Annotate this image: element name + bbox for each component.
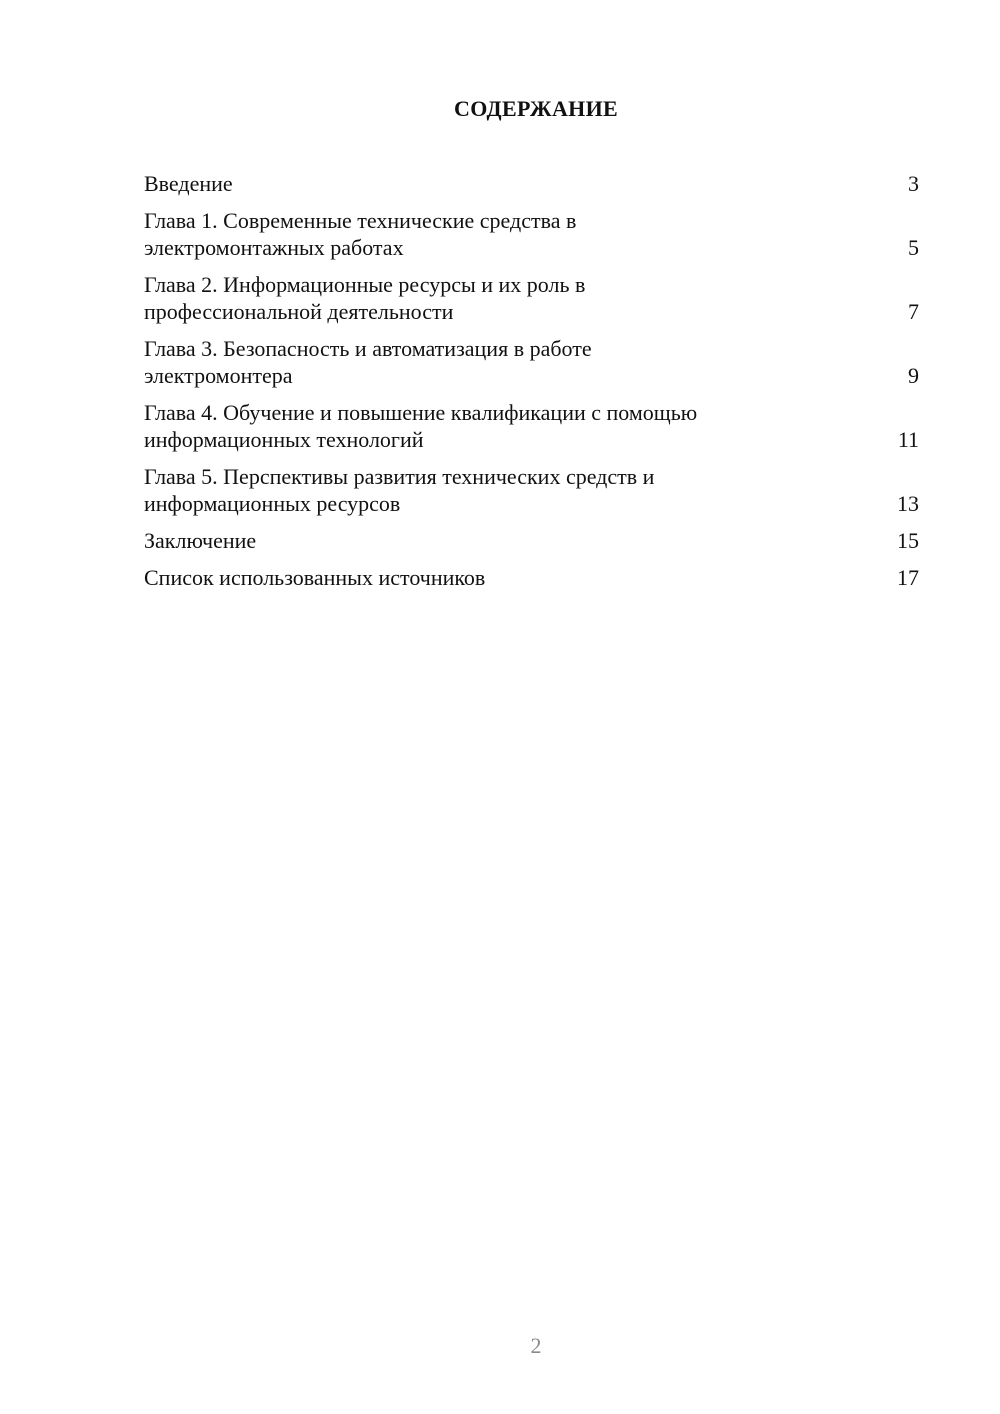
- toc-entry-line: Введение: [144, 171, 233, 196]
- toc-entry-line: Глава 4. Обучение и повышение квалификации с помощью: [144, 400, 698, 425]
- toc-entry-text: [144, 463, 889, 517]
- toc-page-number: 9: [908, 363, 919, 388]
- toc-entry-line: электромонтера: [144, 363, 293, 388]
- toc-entry-line: Глава 1. Современные технические средства в: [144, 208, 577, 233]
- toc-entry-text: [144, 564, 889, 591]
- toc-entry-line: Список использованных источников: [144, 565, 486, 590]
- toc-entry-text: [144, 271, 889, 325]
- toc-entry-chapter-1: [144, 207, 919, 261]
- toc-entry-chapter-2: [144, 271, 919, 325]
- toc-page-number: 5: [908, 235, 919, 260]
- toc-page-number: 17: [897, 565, 919, 590]
- toc-entry-line: Глава 5. Перспективы развития технических средств и: [144, 464, 655, 489]
- toc-entry-line: электромонтажных работах: [144, 235, 404, 260]
- toc-page-number: 15: [897, 528, 919, 553]
- page-title: СОДЕРЖАНИЕ: [454, 96, 618, 121]
- toc-entry-line: Заключение: [144, 528, 257, 553]
- toc-entry-chapter-5: [144, 463, 919, 517]
- toc-entry-chapter-3: [144, 335, 919, 389]
- toc-entry-line: информационных ресурсов: [144, 491, 401, 516]
- toc-entry-line: профессиональной деятельности: [144, 299, 454, 324]
- toc-entry-chapter-4: [144, 399, 919, 453]
- toc-entry-line: Глава 2. Информационные ресурсы и их роль в: [144, 272, 586, 297]
- table-of-contents: [144, 170, 919, 591]
- page-number-footer: 2: [530, 1333, 542, 1358]
- toc-page-number: 3: [908, 171, 919, 196]
- toc-entry-text: [144, 170, 889, 197]
- toc-entry-line: Глава 3. Безопасность и автоматизация в работе: [144, 336, 592, 361]
- toc-entry-references: [144, 564, 919, 591]
- toc-page-number: 11: [897, 427, 919, 452]
- toc-entry-introduction: [144, 170, 919, 197]
- toc-page-number: 13: [897, 491, 919, 516]
- toc-entry-text: [144, 335, 889, 389]
- toc-entry-text: [144, 527, 889, 554]
- toc-entry-text: [144, 399, 889, 453]
- toc-entry-conclusion: [144, 527, 919, 554]
- toc-entry-text: [144, 207, 889, 261]
- toc-page-number: 7: [908, 299, 919, 324]
- toc-entry-line: информационных технологий: [144, 427, 424, 452]
